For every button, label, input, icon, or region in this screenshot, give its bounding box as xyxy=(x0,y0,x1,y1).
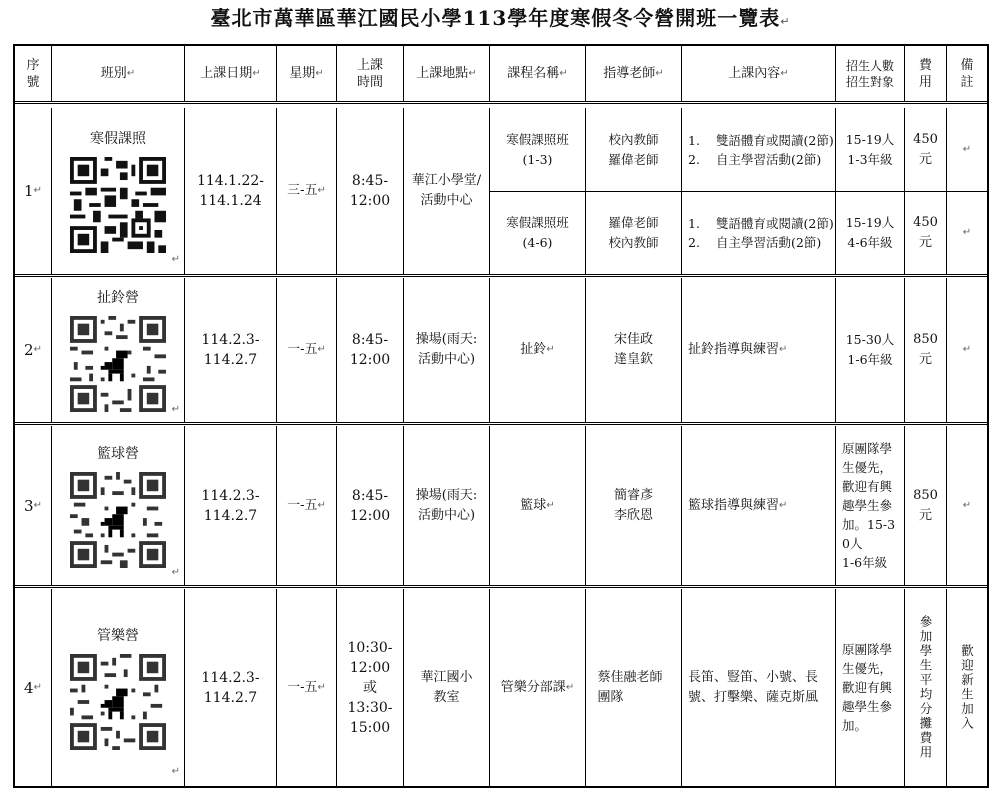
row-fee: 850元 xyxy=(905,278,947,422)
row-time: 8:45-12:00 xyxy=(337,278,404,422)
row-place: 華江小學堂/活動中心 xyxy=(404,108,490,274)
row-content: 籃球指導與練習 ↵ xyxy=(682,426,836,585)
table-row xyxy=(15,589,987,786)
header-time: 上課時間 xyxy=(337,46,404,101)
row-class: 籃球營 ↵ xyxy=(52,426,185,585)
row-fee: 450元 xyxy=(905,192,947,274)
row-class: 寒假課照 ↵ xyxy=(52,108,185,274)
row-enroll: 15-19人 4-6年級 xyxy=(836,192,905,274)
row-place: 操場(雨天:活動中心) xyxy=(404,278,490,422)
row-course: 籃球 ↵ xyxy=(490,426,586,585)
row-weekday: 三-五 ↵ xyxy=(277,108,337,274)
class-name: 寒假課照 xyxy=(90,131,146,147)
paragraph-mark-icon: ↵ xyxy=(780,15,791,28)
row-weekday: 一-五 ↵ xyxy=(277,426,337,585)
row-note: ↵ xyxy=(962,143,972,155)
header-note: 備註 xyxy=(960,57,974,90)
table-row xyxy=(15,278,987,422)
row-dates: 114.2.3- 114.2.7 xyxy=(185,278,277,422)
row-weekday: 一-五 ↵ xyxy=(277,278,337,422)
row-enroll: 原團隊學生優先，歡迎有興趣學生參加。 xyxy=(836,589,905,786)
row-course: 扯鈴 ↵ xyxy=(490,278,586,422)
table-header-row xyxy=(15,46,987,104)
class-name: 管樂營 xyxy=(97,627,139,644)
row-content: 1. 雙語體育或閱讀(2節) 2. 自主學習活動(2節) xyxy=(682,192,836,274)
class-name: 籃球營 xyxy=(97,445,139,462)
qr-code-icon xyxy=(70,157,166,253)
row-seq: 2 ↵ xyxy=(15,278,52,422)
row-teacher: 宋佳政 達皇欽 xyxy=(586,278,682,422)
header-enroll: 招生人數招生對象 xyxy=(836,46,905,101)
content-item: 雙語體育或閱讀(2節) xyxy=(716,216,834,231)
row-fee: 參加學生平均分攤費用 xyxy=(905,589,947,786)
row-course: 寒假課照班(1-3) xyxy=(490,108,586,191)
row-note: ↵ xyxy=(962,499,972,511)
row-time: 8:45-12:00 xyxy=(337,108,404,274)
header-dates: 上課日期 ↵ xyxy=(185,46,277,101)
row-note: 歡迎新生加入 xyxy=(959,644,975,731)
header-teacher: 指導老師 ↵ xyxy=(586,46,682,101)
row-teacher: 簡睿彥 李欣恩 xyxy=(586,426,682,585)
row-class: 扯鈴營 ↵ xyxy=(52,278,185,422)
header-class: 班別 ↵ xyxy=(52,46,185,101)
header-weekday: 星期 ↵ xyxy=(277,46,337,101)
header-course: 課程名稱 ↵ xyxy=(490,46,586,101)
table-row xyxy=(15,108,987,274)
row-content: 扯鈴指導與練習 ↵ xyxy=(682,278,836,422)
content-item: 自主學習活動(2節) xyxy=(716,235,822,250)
row-weekday: 一-五 ↵ xyxy=(277,589,337,786)
row-class: 管樂營 ↵ xyxy=(52,589,185,786)
header-place: 上課地點 ↵ xyxy=(404,46,490,101)
row-seq: 4 ↵ xyxy=(15,589,52,786)
row-divider xyxy=(15,585,987,588)
row-note: ↵ xyxy=(962,227,972,238)
row-course: 寒假課照班(4-6) xyxy=(490,192,586,274)
qr-code-icon xyxy=(70,316,166,412)
content-item: 自主學習活動(2節) xyxy=(716,151,822,167)
row-enroll: 15-19人 1-3年級 xyxy=(836,108,905,191)
row-note: ↵ xyxy=(962,344,972,355)
row-dates: 114.2.3- 114.2.7 xyxy=(185,589,277,786)
row-teacher: 蔡佳融老師團隊 xyxy=(586,589,682,786)
header-seq: 序號 xyxy=(15,46,52,101)
schedule-table xyxy=(13,44,989,788)
table-row xyxy=(15,426,987,585)
row-teacher: 校內教師 羅偉老師 xyxy=(586,108,682,191)
row-dates: 114.2.3- 114.2.7 xyxy=(185,426,277,585)
row-enroll: 原團隊學生優先，歡迎有興趣學生參加。15-30人 1-6年級 xyxy=(836,426,905,585)
row-seq: 1 ↵ xyxy=(15,108,52,274)
row-time: 10:30-12:00 或 13:30-15:00 xyxy=(337,589,404,786)
row-course: 管樂分部課 ↵ xyxy=(490,589,586,786)
row-fee: 850元 xyxy=(905,426,947,585)
content-item: 雙語體育或閱讀(2節) xyxy=(716,132,834,148)
row-content: 1. 雙語體育或閱讀(2節) 2. 自主學習活動(2節) xyxy=(682,108,836,191)
row-content: 長笛、豎笛、小號、長號、打擊樂、薩克斯風 xyxy=(682,589,836,786)
row-place: 華江國小教室 xyxy=(404,589,490,786)
row-dates: 114.1.22-114.1.24 xyxy=(185,108,277,274)
row-seq: 3 ↵ xyxy=(15,426,52,585)
row-time: 8:45-12:00 xyxy=(337,426,404,585)
row-place: 操場(雨天:活動中心) xyxy=(404,426,490,585)
class-name: 扯鈴營 xyxy=(97,290,139,306)
row-divider xyxy=(15,422,987,425)
row-teacher: 羅偉老師 校內教師 xyxy=(586,192,682,274)
header-content: 上課內容 ↵ xyxy=(682,46,836,101)
page-title: 臺北市萬華區華江國民小學113學年度寒假冬令營開班一覽表↵ xyxy=(210,6,791,30)
row-fee: 450元 xyxy=(905,108,947,191)
qr-code-icon xyxy=(70,654,166,750)
row-enroll: 15-30人 1-6年級 xyxy=(836,278,905,422)
qr-code-icon xyxy=(70,472,166,568)
row-divider xyxy=(15,274,987,277)
header-fee: 費用 xyxy=(905,46,947,101)
